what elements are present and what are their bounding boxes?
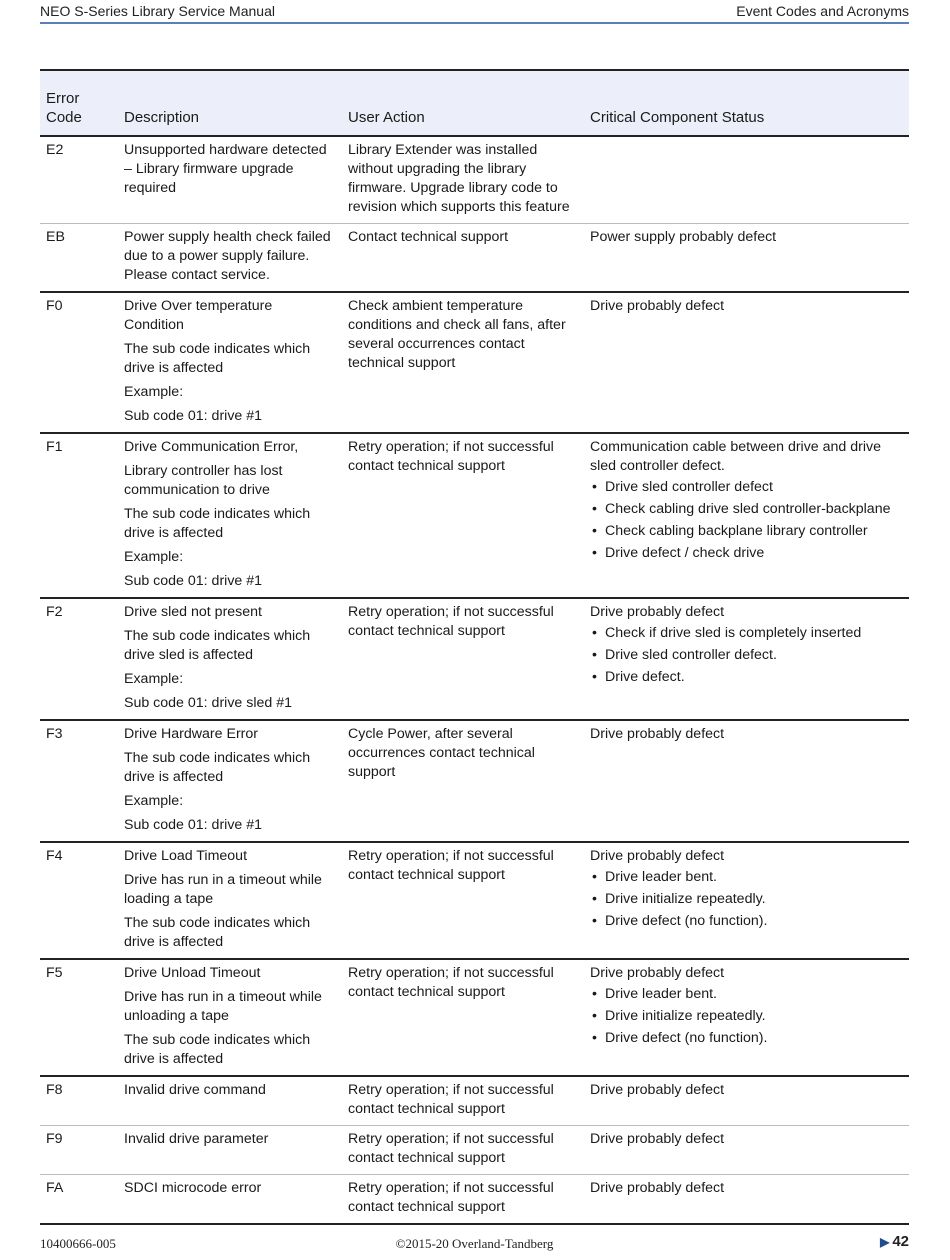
component-status-text: Drive probably defect — [590, 1082, 725, 1098]
component-status-cell — [584, 842, 909, 959]
component-status-cell — [584, 1076, 909, 1126]
description-line: Drive has run in a timeout while unloading a tape — [124, 989, 322, 1024]
table-row — [40, 598, 909, 720]
description-cell — [118, 224, 342, 293]
page-number — [880, 1233, 909, 1250]
description-line: Drive Unload Timeout — [124, 965, 261, 981]
description-cell — [118, 1175, 342, 1225]
description-line: Example: — [124, 384, 184, 400]
status-bullet-list — [590, 985, 903, 1048]
status-bullet-item: • Drive initialize repeatedly. — [590, 890, 903, 909]
component-status-cell — [584, 959, 909, 1076]
description-cell — [118, 1076, 342, 1126]
component-status-cell — [584, 136, 909, 224]
column-header-error-code: Error Code — [40, 70, 118, 136]
component-status-text: Drive probably defect — [590, 965, 725, 981]
status-bullet-item: • Drive sled controller defect — [590, 478, 903, 497]
user-action-cell: Retry operation; if not successful contact technical support — [342, 433, 584, 598]
table-row — [40, 842, 909, 959]
table-row — [40, 959, 909, 1076]
component-status-text: Communication cable between drive and drive sled controller defect. — [590, 439, 882, 474]
section-title: Event Codes and Acronyms — [736, 3, 909, 19]
description-line: Example: — [124, 793, 184, 809]
description-line: Power supply health check failed due to a power supply failure. Please contact service. — [124, 229, 331, 283]
description-line: SDCI microcode error — [124, 1180, 262, 1196]
description-cell — [118, 959, 342, 1076]
user-action-cell: Cycle Power, after several occurrences contact technical support — [342, 720, 584, 842]
column-header-user-action: User Action — [342, 70, 584, 136]
description-line: The sub code indicates which drive is affected — [124, 506, 311, 541]
error-code-cell: F3 — [40, 720, 118, 842]
table-header-row — [40, 70, 909, 136]
description-line: Sub code 01: drive #1 — [124, 817, 263, 833]
table-row — [40, 292, 909, 433]
description-line: Example: — [124, 549, 184, 565]
status-bullet-item: • Drive initialize repeatedly. — [590, 1007, 903, 1026]
description-line: Example: — [124, 671, 184, 687]
error-code-cell: F4 — [40, 842, 118, 959]
document-number: 10400666-005 — [40, 1236, 116, 1251]
table-row — [40, 224, 909, 293]
component-status-cell — [584, 720, 909, 842]
description-cell — [118, 720, 342, 842]
description-cell — [118, 136, 342, 224]
next-page-arrow-icon: ▶ — [880, 1235, 890, 1249]
error-code-cell: F1 — [40, 433, 118, 598]
component-status-cell — [584, 598, 909, 720]
status-bullet-item: • Drive defect (no function). — [590, 912, 903, 931]
component-status-text: Drive probably defect — [590, 1180, 725, 1196]
component-status-cell — [584, 1175, 909, 1225]
error-code-cell: F5 — [40, 959, 118, 1076]
description-line: The sub code indicates which drive is affected — [124, 750, 311, 785]
description-line: Library controller has lost communication to drive — [124, 463, 283, 498]
status-bullet-item: • Drive defect. — [590, 668, 903, 687]
column-header-description: Description — [118, 70, 342, 136]
status-bullet-list — [590, 624, 903, 687]
status-bullet-item: • Check cabling backplane library controller — [590, 522, 903, 541]
description-line: Drive Communication Error, — [124, 439, 299, 455]
user-action-cell: Retry operation; if not successful contact technical support — [342, 959, 584, 1076]
component-status-text: Drive probably defect — [590, 298, 725, 314]
status-bullet-list — [590, 868, 903, 931]
column-header-component-status: Critical Component Status — [584, 70, 909, 136]
description-line: The sub code indicates which drive sled is affected — [124, 628, 311, 663]
status-bullet-item: • Drive defect / check drive — [590, 544, 903, 563]
component-status-cell — [584, 433, 909, 598]
description-line: Sub code 01: drive #1 — [124, 408, 263, 424]
description-line: Invalid drive command — [124, 1082, 266, 1098]
status-bullet-item: • Drive leader bent. — [590, 868, 903, 887]
table-row — [40, 1175, 909, 1225]
copyright-notice: ©2015-20 Overland-Tandberg — [395, 1236, 554, 1251]
page-header — [40, 2, 909, 24]
description-cell — [118, 292, 342, 433]
status-bullet-item: • Check cabling drive sled controller-backplane — [590, 500, 903, 519]
page-footer — [40, 1233, 909, 1253]
table-body — [40, 136, 909, 1224]
status-bullet-item: • Drive defect (no function). — [590, 1029, 903, 1048]
table-row — [40, 433, 909, 598]
component-status-text: Power supply probably defect — [590, 229, 777, 245]
description-line: The sub code indicates which drive is affected — [124, 915, 311, 950]
description-cell — [118, 598, 342, 720]
status-bullet-item: • Drive leader bent. — [590, 985, 903, 1004]
description-line: Sub code 01: drive #1 — [124, 573, 263, 589]
description-line: Invalid drive parameter — [124, 1131, 269, 1147]
component-status-text: Drive probably defect — [590, 1131, 725, 1147]
description-line: The sub code indicates which drive is affected — [124, 1032, 311, 1067]
table-row — [40, 1076, 909, 1126]
page-number-value: 42 — [892, 1233, 909, 1250]
description-cell — [118, 842, 342, 959]
error-code-cell: E2 — [40, 136, 118, 224]
table-row — [40, 136, 909, 224]
user-action-cell: Retry operation; if not successful contact technical support — [342, 1126, 584, 1175]
component-status-cell — [584, 292, 909, 433]
description-line: Drive sled not present — [124, 604, 263, 620]
description-line: Drive Hardware Error — [124, 726, 259, 742]
component-status-text: Drive probably defect — [590, 726, 725, 742]
event-codes-table — [40, 69, 909, 1225]
error-code-cell: F8 — [40, 1076, 118, 1126]
description-line: Unsupported hardware detected – Library firmware upgrade required — [124, 142, 327, 196]
description-line: Drive Load Timeout — [124, 848, 248, 864]
component-status-text: Drive probably defect — [590, 848, 725, 864]
manual-title: NEO S-Series Library Service Manual — [40, 3, 275, 19]
status-bullet-item: • Check if drive sled is completely inserted — [590, 624, 903, 643]
user-action-cell: Retry operation; if not successful contact technical support — [342, 598, 584, 720]
user-action-cell: Library Extender was installed without upgrading the library firmware. Upgrade library code to revision which supports this feature — [342, 136, 584, 224]
description-line: Drive has run in a timeout while loading a tape — [124, 872, 322, 907]
table-row — [40, 1126, 909, 1175]
component-status-text: Drive probably defect — [590, 604, 725, 620]
description-cell — [118, 433, 342, 598]
table-row — [40, 720, 909, 842]
user-action-cell: Retry operation; if not successful contact technical support — [342, 1175, 584, 1225]
error-code-cell: F9 — [40, 1126, 118, 1175]
status-bullet-list — [590, 478, 903, 563]
description-line: Drive Over temperature Condition — [124, 298, 273, 333]
error-code-cell: F2 — [40, 598, 118, 720]
component-status-cell — [584, 1126, 909, 1175]
description-line: The sub code indicates which drive is affected — [124, 341, 311, 376]
user-action-cell: Retry operation; if not successful contact technical support — [342, 1076, 584, 1126]
user-action-cell: Contact technical support — [342, 224, 584, 293]
error-code-cell: F0 — [40, 292, 118, 433]
user-action-cell: Retry operation; if not successful contact technical support — [342, 842, 584, 959]
description-cell — [118, 1126, 342, 1175]
status-bullet-item: • Drive sled controller defect. — [590, 646, 903, 665]
description-line: Sub code 01: drive sled #1 — [124, 695, 292, 711]
user-action-cell: Check ambient temperature conditions and check all fans, after several occurrences contact technical support — [342, 292, 584, 433]
error-code-cell: FA — [40, 1175, 118, 1225]
component-status-cell — [584, 224, 909, 293]
error-code-cell: EB — [40, 224, 118, 293]
